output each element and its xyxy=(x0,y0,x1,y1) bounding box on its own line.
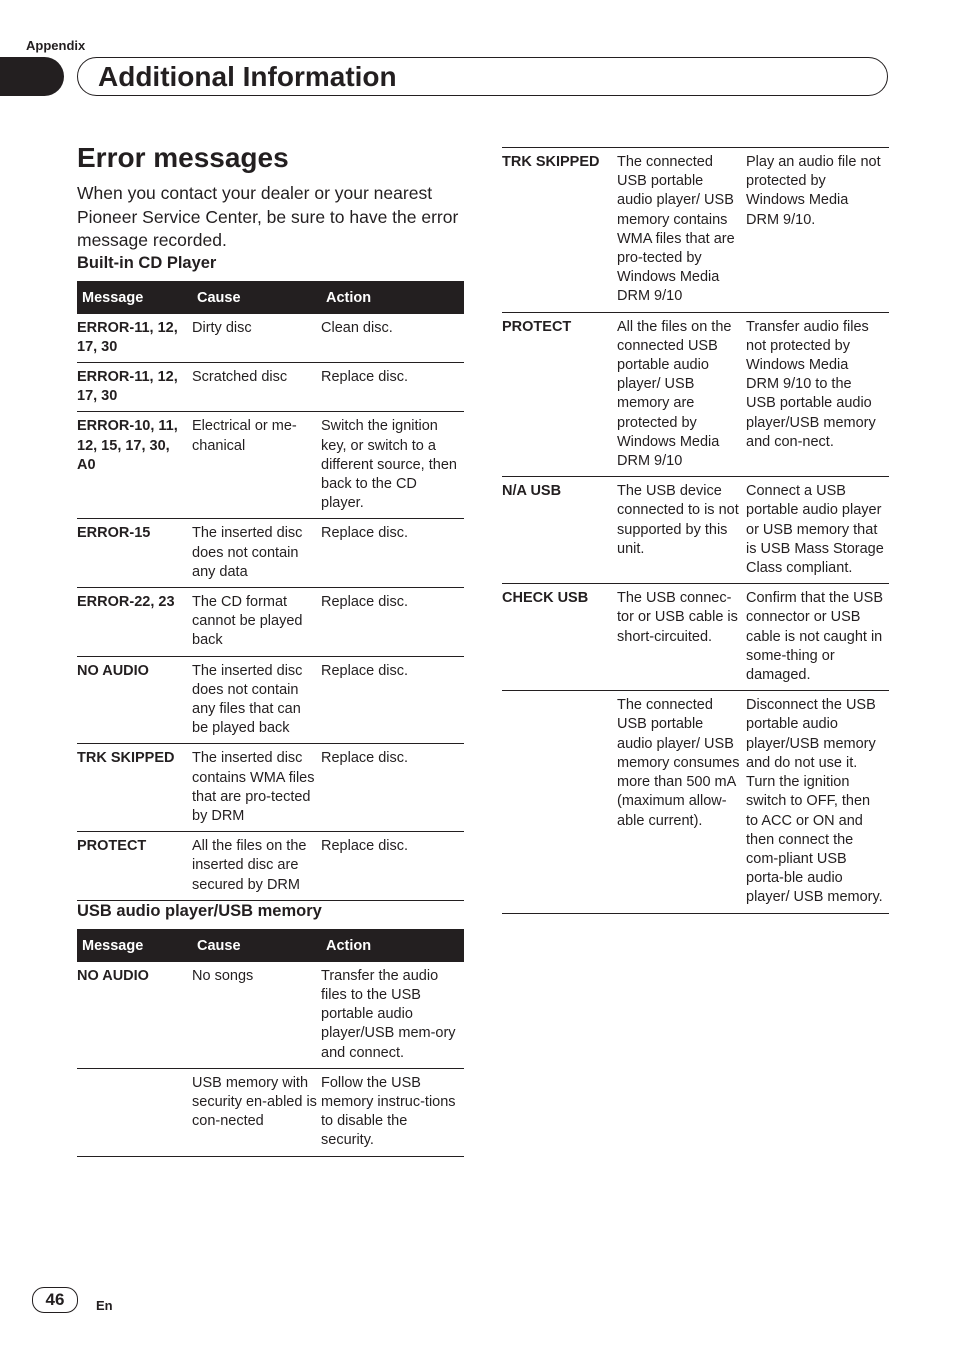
action-cell: Disconnect the USB portable audio player/USB memory and do not use it. Turn the ignition switch to OFF, then to ACC or ON and then connect the com-pliant USB porta-ble audio player/ USB memory. xyxy=(746,691,889,913)
action-cell: Clean disc. xyxy=(321,314,464,363)
cause-cell: Dirty disc xyxy=(192,314,321,363)
action-cell: Replace disc. xyxy=(321,587,464,656)
table-header-row xyxy=(77,929,464,962)
language-code: En xyxy=(96,1298,113,1313)
cd-error-table xyxy=(77,281,464,901)
action-cell: Replace disc. xyxy=(321,362,464,411)
chapter-title: Additional Information xyxy=(98,61,397,92)
table-row xyxy=(77,519,464,588)
message-cell: ERROR-11, 12, 17, 30 xyxy=(77,362,192,411)
right-column xyxy=(502,147,889,914)
action-cell: Replace disc. xyxy=(321,744,464,832)
usb-error-table xyxy=(77,929,464,1157)
cause-cell: The inserted disc does not contain any data xyxy=(192,519,321,588)
action-cell: Transfer audio files not protected by Windows Media DRM 9/10 to the USB portable audio player/USB memory and con-nect. xyxy=(746,312,889,477)
message-cell: ERROR-15 xyxy=(77,519,192,588)
usb-player-heading: USB audio player/USB memory xyxy=(77,901,322,920)
column-header-action: Action xyxy=(321,281,464,314)
message-cell: TRK SKIPPED xyxy=(77,744,192,832)
message-cell: PROTECT xyxy=(77,832,192,901)
table-row xyxy=(77,656,464,744)
left-column xyxy=(77,140,464,1157)
message-cell: ERROR-22, 23 xyxy=(77,587,192,656)
cause-cell: The USB connec-tor or USB cable is short-circuited. xyxy=(617,584,746,691)
action-cell: Play an audio file not protected by Windows Media DRM 9/10. xyxy=(746,148,889,313)
cause-cell: The USB device connected to is not supported by this unit. xyxy=(617,477,746,584)
action-cell: Follow the USB memory instruc-tions to disable the security. xyxy=(321,1068,464,1156)
chapter-header xyxy=(77,57,888,96)
table-row xyxy=(77,587,464,656)
section-label: Appendix xyxy=(26,38,86,53)
cause-cell: The CD format cannot be played back xyxy=(192,587,321,656)
message-cell: CHECK USB xyxy=(502,584,617,691)
cause-cell: Scratched disc xyxy=(192,362,321,411)
cause-cell: USB memory with security en-abled is con-nected xyxy=(192,1068,321,1156)
table-row xyxy=(502,477,889,584)
action-cell: Switch the ignition key, or switch to a different source, then back to the CD player. xyxy=(321,412,464,519)
cause-cell: No songs xyxy=(192,962,321,1069)
page-title: Error messages xyxy=(77,142,289,173)
message-cell: ERROR-11, 12, 17, 30 xyxy=(77,314,192,363)
table-row xyxy=(77,362,464,411)
cause-cell: All the files on the inserted disc are secured by DRM xyxy=(192,832,321,901)
column-header-message: Message xyxy=(77,929,192,962)
cause-cell: The inserted disc does not contain any files that can be played back xyxy=(192,656,321,744)
action-cell: Confirm that the USB connector or USB cable is not caught in some-thing or damaged. xyxy=(746,584,889,691)
table-row xyxy=(77,832,464,901)
table-row xyxy=(77,412,464,519)
action-cell: Replace disc. xyxy=(321,519,464,588)
cd-table-body xyxy=(77,314,464,901)
table-row xyxy=(77,744,464,832)
usb-continued-table-body xyxy=(502,148,889,914)
column-header-message: Message xyxy=(77,281,192,314)
action-cell: Transfer the audio files to the USB portable audio player/USB mem-ory and connect. xyxy=(321,962,464,1069)
cause-cell: The connected USB portable audio player/ USB memory consumes more than 500 mA (maximum allow-able current). xyxy=(617,691,746,913)
chapter-tab-marker xyxy=(0,57,64,96)
message-cell: NO AUDIO xyxy=(77,962,192,1069)
action-cell: Replace disc. xyxy=(321,832,464,901)
message-cell xyxy=(502,691,617,913)
table-header-row xyxy=(77,281,464,314)
table-row xyxy=(502,691,889,913)
message-cell: N/A USB xyxy=(502,477,617,584)
table-row xyxy=(502,584,889,691)
table-row xyxy=(502,148,889,313)
table-row xyxy=(77,962,464,1069)
table-row xyxy=(502,312,889,477)
cause-cell: The inserted disc contains WMA files that are pro-tected by DRM xyxy=(192,744,321,832)
cause-cell: All the files on the connected USB portable audio player/ USB memory are protected by Windows Media DRM 9/10 xyxy=(617,312,746,477)
cause-cell: Electrical or me-chanical xyxy=(192,412,321,519)
column-header-cause: Cause xyxy=(192,929,321,962)
column-header-action: Action xyxy=(321,929,464,962)
message-cell: ERROR-10, 11, 12, 15, 17, 30, A0 xyxy=(77,412,192,519)
cd-player-heading: Built-in CD Player xyxy=(77,253,217,272)
page-number: 46 xyxy=(32,1287,78,1313)
usb-table-body xyxy=(77,962,464,1156)
message-cell: NO AUDIO xyxy=(77,656,192,744)
message-cell: PROTECT xyxy=(502,312,617,477)
usb-error-table-continued xyxy=(502,147,889,914)
cause-cell: The connected USB portable audio player/ USB memory contains WMA files that are pro-tected by Windows Media DRM 9/10 xyxy=(617,148,746,313)
table-row xyxy=(77,314,464,363)
intro-paragraph: When you contact your dealer or your nearest Pioneer Service Center, be sure to have the error message recorded. xyxy=(77,183,459,250)
table-row xyxy=(77,1068,464,1156)
action-cell: Replace disc. xyxy=(321,656,464,744)
message-cell: TRK SKIPPED xyxy=(502,148,617,313)
message-cell xyxy=(77,1068,192,1156)
column-header-cause: Cause xyxy=(192,281,321,314)
action-cell: Connect a USB portable audio player or USB memory that is USB Mass Storage Class compliant. xyxy=(746,477,889,584)
